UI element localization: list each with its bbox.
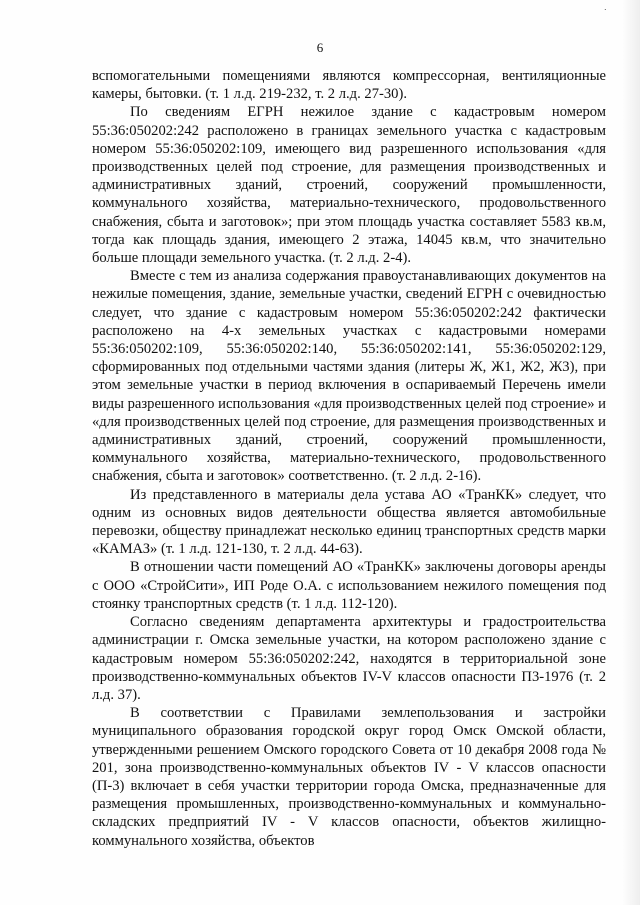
page-number: 6 (316, 40, 324, 55)
paragraph-land-use-rules: В соответствии с Правилами землепользования и застройки муниципального образования городской округ город Омск Омской области, утвержденными решением Омского городского Совета от 10 декабря 2008 года № 201, зона производственно-коммунальных объектов IV - V классов опасности (П-3) включает в себя участки территории города Омска, предназначенные для размещения промышленных, производственно-коммунальных и коммунально-складских предприятий IV - V классов опасности, объектов жилищно-коммунального хозяйства, объектов (92, 705, 606, 849)
paragraph-architecture-dept: Согласно сведениям департамента архитектуры и градостроительства администрации г. Омска земельные участки, на котором расположено здание с кадастровым номером 55:36:050202:242, находятся в территориальной зоне производственно-коммунальных объектов IV-V классов опасности П3-1976 (т. 2 л.д. 37). (92, 614, 606, 703)
scan-shadow-edge (622, 0, 640, 905)
document-body (92, 67, 606, 850)
scan-artifact-mark: ˙ (604, 8, 608, 20)
paragraph-egrn-info: По сведениям ЕГРН нежилое здание с кадастровым номером 55:36:050202:242 расположено в границах земельного участка с кадастровым номером 55:36:050202:109, имеющего вид разрешенного использования «для производственных целей под строение, для размещения производственных и административных зданий, строений, сооружений промышленности, коммунального хозяйства, материально-технического, продовольственного снабжения, сбыта и заготовок»; при этом площадь участка составляет 5583 кв.м, тогда как площадь здания, имеющего 2 этажа, 14045 кв.м, что значительно больше площади земельного участка. (т. 2 л.д. 2-4). (92, 104, 606, 267)
paragraph-charter: Из представленного в материалы дела устава АО «ТранКК» следует, что одним из основных видов деятельности общества является автомобильные перевозки, обществу принадлежат несколько единиц транспортных средств марки «КАМАЗ» (т. 1 л.д. 121-130, т. 2 л.д. 44-63). (92, 486, 606, 558)
paragraph-lease: В отношении части помещений АО «ТранКК» заключены договоры аренды с ООО «СтройСити», ИП Роде О.А. с использованием нежилого помещения под стоянку транспортных средств (т. 1 л.д. 112-120). (92, 559, 606, 612)
paragraph-document-analysis: Вместе с тем из анализа содержания правоустанавливающих документов на нежилые помещения, здание, земельные участки, сведений ЕГРН с очевидностью следует, что здание с кадастровым номером 55:36:050202:242 фактически расположено на 4-х земельных участках с кадастровыми номерами 55:36:050202:109, 55:36:050202:140, 55:36:050202:141, 55:36:050202:129, сформированных под отдельными частями здания (литеры Ж, Ж1, Ж2, Ж3), при этом земельные участки в период включения в оспариваемый Перечень имели виды разрешенного использования «для производственных целей под строение» и «для производственных целей под строение, для размещения производственных и административных зданий, строений, сооружений промышленности, коммунального хозяйства, материально-технического, продовольственного снабжения, сбыта и заготовок» соответственно. (т. 2 л.д. 2-16). (92, 268, 606, 485)
paragraph-continuation: вспомогательными помещениями являются компрессорная, вентиляционные камеры, бытовки. (т. 1 л.д. 219-232, т. 2 л.д. 27-30). (92, 68, 606, 103)
